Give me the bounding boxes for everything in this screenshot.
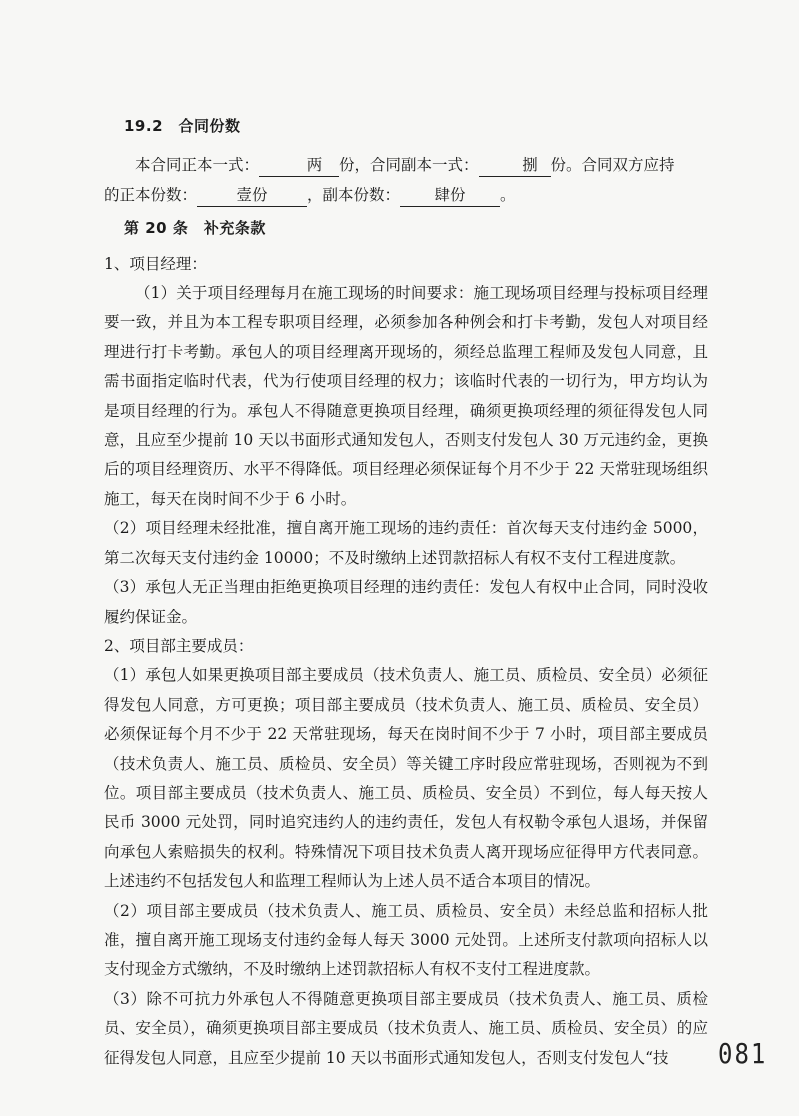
item2-paragraph-3: （3）除不可抗力外承包人不得随意更换项目部主要成员（技术负责人、施工员、质检员、安全员），确须更换项目部主要成员（技术负责人、施工员、质检员、安全员）的应征得发包人同意，且应至少提前 10 天以书面形式通知发包人，否则支付发包人“技 — [104, 989, 708, 1067]
page-number: 081 — [718, 1037, 768, 1071]
item1-heading: 1、项目经理： — [104, 254, 207, 273]
item2-paragraph-2: （2）项目部主要成员（技术负责人、施工员、质检员、安全员）未经总监和招标人批准，擅自离开施工现场支付违约金每人每天 3000 元处罚。上述所支付款项向招标人以支付现金方式缴纳，不及时缴纳上述罚款招标人有权不支付工程进度款。 — [104, 901, 708, 979]
copies-text-b: 份，合同副本一式： — [339, 156, 479, 175]
item2-heading: 2、项目部主要成员： — [104, 636, 254, 655]
copies-text-a: 本合同正本一式： — [135, 156, 260, 175]
item2-paragraph-1: （1）承包人如果更换项目部主要成员（技术负责人、施工员、质检员、安全员）必须征得发包人同意，方可更换；项目部主要成员（技术负责人、施工员、质检员、安全员）必须保证每个月不少于 22 天常驻现场，每天在岗时间不少于 7 小时，项目部主要成员（技术负责人、施工员、质检员、安全员）等关键工序时段应常驻现场，否则视为不到位。项目部主要成员（技术负责人、施工员、质检员、安全员）不到位，每人每天按人民币 3000 元处罚，同时追究违约人的违约责任，发包人有权勒令承包人退场，并保留向承包人索赔损失的权利。特殊情况下项目技术负责人离开现场应征得甲方代表同意。上述违约不包括发包人和监理工程师认为上述人员不适合本项目的情况。 — [104, 666, 708, 891]
copies-line-1 — [104, 151, 708, 180]
article-20-title: 第 20 条 补充条款 — [124, 219, 266, 238]
duplicate-count-field: 捌 — [479, 154, 551, 177]
copies-text-c: 份。合同双方应持 — [550, 156, 675, 175]
copies-text-f: 。 — [500, 185, 516, 204]
copies-text-d: 的正本份数： — [104, 185, 198, 204]
section-title-19-2: 19.2 合同份数 — [124, 117, 241, 135]
party-duplicate-field: 肆份 — [400, 184, 500, 207]
item1-paragraph-3: （3）承包人无正当理由拒绝更换项目经理的违约责任：发包人有权中止合同，同时没收履约保证金。 — [104, 578, 708, 626]
item1-paragraph-1: （1）关于项目经理每月在施工现场的时间要求：施工现场项目经理与投标项目经理要一致，并且为本工程专职项目经理，必须参加各种例会和打卡考勤，发包人对项目经理进行打卡考勤。承包人的项目经理离开现场的，须经总监理工程师及发包人同意，且需书面指定临时代表，代为行使项目经理的权力；该临时代表的一切行为，甲方均认为是项目经理的行为。承包人不得随意更换项目经理，确须更换项经理的须征得发包人同意，且应至少提前 10 天以书面形式通知发包人，否则支付发包人 30 万元违约金，更换后的项目经理资历、水平不得降低。项目经理必须保证每个月不少于 22 天常驻现场组织施工，每天在岗时间不少于 6 小时。 — [104, 284, 708, 508]
party-original-field: 壹份 — [197, 184, 307, 207]
document-body — [104, 112, 708, 1073]
copies-text-e: ，副本份数： — [307, 185, 401, 204]
original-count-field: 两 — [259, 154, 339, 177]
copies-line-2 — [104, 181, 708, 210]
item1-paragraph-2: （2）项目经理未经批准，擅自离开施工现场的违约责任：首次每天支付违约金 5000，第二次每天支付违约金 10000；不及时缴纳上述罚款招标人有权不支付工程进度款。 — [104, 519, 708, 567]
